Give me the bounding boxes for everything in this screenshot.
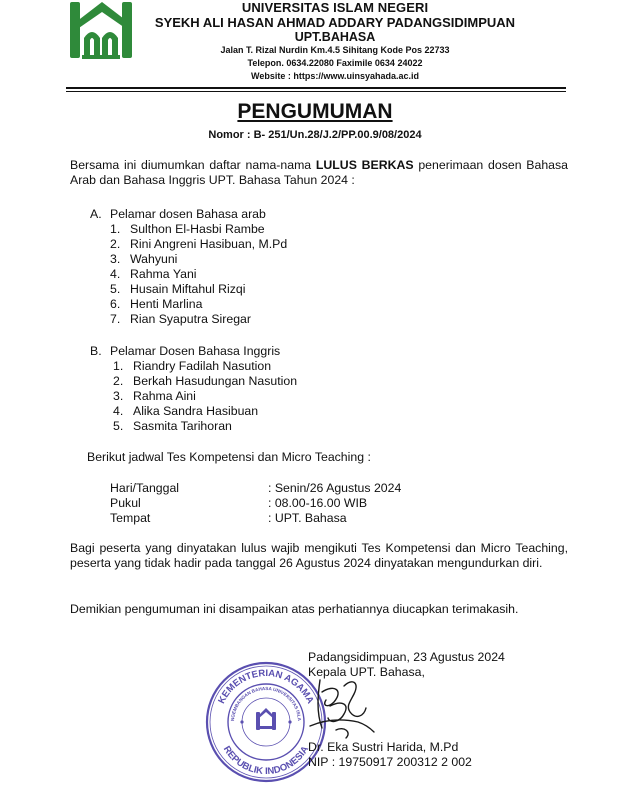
signatory-name: Dr. Eka Sustri Harida, M.Pd xyxy=(308,740,459,754)
list-item-number: 3. xyxy=(113,389,124,403)
place-date: Padangsidimpuan, 23 Agustus 2024 xyxy=(308,650,505,664)
list-item-name: Rini Angreni Hasibuan, M.Pd xyxy=(130,237,288,251)
intro-emphasis: LULUS BERKAS xyxy=(315,158,414,172)
intro-paragraph: Bersama ini diumumkan daftar nama-nama LULUS BERKAS penerimaan dosen Bahasa Arab dan Bahasa Inggris UPT. Bahasa Tahun 2024 : xyxy=(70,158,568,187)
svg-text:PUSAT PENGEMBANGAN BAHASA UNIV: NGEMBANGAN BAHASA UNIVERSITAS ISLA xyxy=(229,685,303,722)
schedule-value: : Senin/26 Agustus 2024 xyxy=(268,481,402,495)
list-item xyxy=(113,374,297,389)
list-item-number: 4. xyxy=(110,267,121,281)
handwritten-signature xyxy=(300,672,380,742)
list-item xyxy=(110,297,287,312)
list-item-name: Henti Marlina xyxy=(130,297,203,311)
notice-paragraph: Bagi peserta yang dinyatakan lulus wajib mengikuti Tes Kompetensi dan Micro Teaching, peserta yang tidak hadir pada tanggal 26 Agustus 2024 dinyatakan mengundurkan diri. xyxy=(70,541,568,570)
list-item xyxy=(110,267,287,282)
list-item-name: Riandry Fadilah Nasution xyxy=(133,359,272,373)
list-item xyxy=(113,389,297,404)
section-a-list xyxy=(110,222,287,327)
list-item-number: 2. xyxy=(113,374,124,388)
list-item-name: Rian Syaputra Siregar xyxy=(130,312,251,326)
list-item-number: 5. xyxy=(113,419,124,433)
list-item xyxy=(113,359,297,374)
section-b-heading: Pelamar Dosen Bahasa Inggris xyxy=(110,344,281,358)
list-item-number: 2. xyxy=(110,237,121,251)
list-item-name: Alika Sandra Hasibuan xyxy=(133,404,259,418)
list-item xyxy=(110,312,287,327)
address: Jalan T. Rizal Nurdin Km.4.5 Sihitang Kode Pos 22733 xyxy=(220,45,450,55)
list-item xyxy=(110,237,287,252)
list-item-name: Sulthon El-Hasbi Rambe xyxy=(130,222,265,236)
svg-text:REPUBLIK INDONESIA: REPUBLIK INDONESIA xyxy=(220,744,312,778)
institution-line-1: UNIVERSITAS ISLAM NEGERI xyxy=(241,0,429,15)
document-title: PENGUMUMAN xyxy=(237,100,393,123)
section-a-label: A. xyxy=(90,207,102,221)
list-item xyxy=(113,404,297,419)
header-rule-thin xyxy=(66,91,566,92)
list-item-number: 7. xyxy=(110,312,121,326)
list-item xyxy=(110,282,287,297)
schedule-label: Tempat xyxy=(110,511,151,525)
schedule-label: Pukul xyxy=(110,496,141,510)
schedule-value: : UPT. Bahasa xyxy=(268,511,347,525)
list-item xyxy=(110,222,287,237)
signatory-position: Kepala UPT. Bahasa, xyxy=(308,665,425,679)
section-b-label: B. xyxy=(90,344,102,358)
header-rule-thick xyxy=(66,87,566,89)
list-item-number: 1. xyxy=(110,222,121,236)
list-item-name: Berkah Hasudungan Nasution xyxy=(133,374,298,388)
list-item-name: Rahma Yani xyxy=(130,267,197,281)
signatory-nip: NIP : 19750917 200312 2 002 xyxy=(308,755,472,769)
list-item-number: 5. xyxy=(110,282,121,296)
unit-name: UPT.BAHASA xyxy=(294,30,376,44)
list-item-name: Husain Miftahul Rizqi xyxy=(130,282,246,296)
list-item-name: Rahma Aini xyxy=(133,389,196,403)
section-a-heading: Pelamar dosen Bahasa arab xyxy=(110,207,266,221)
list-item xyxy=(110,252,287,267)
website: Website : https://www.uinsyahada.ac.id xyxy=(250,71,420,81)
schedule-label: Hari/Tanggal xyxy=(110,481,180,495)
list-item-number: 6. xyxy=(110,297,121,311)
document-number: Nomor : B- 251/Un.28/J.2/PP.00.9/08/2024 xyxy=(208,129,422,141)
svg-text:KEMENTERIAN AGAMA: KEMENTERIAN AGAMA xyxy=(216,667,316,706)
closing-paragraph: Demikian pengumuman ini disampaikan atas perhatiannya diucapkan terimakasih. xyxy=(70,602,519,616)
list-item-number: 1. xyxy=(113,359,124,373)
schedule-value: : 08.00-16.00 WIB xyxy=(268,496,368,510)
phone-fax: Telepon. 0634.22080 Faximile 0634 24022 xyxy=(247,58,423,68)
section-b-list xyxy=(113,359,297,434)
list-item-name: Sasmita Tarihoran xyxy=(133,419,232,433)
institution-line-2: SYEKH ALI HASAN AHMAD ADDARY PADANGSIDIMPUAN xyxy=(154,15,516,30)
list-item-number: 4. xyxy=(113,404,124,418)
list-item xyxy=(113,419,297,434)
list-item-name: Wahyuni xyxy=(130,252,178,266)
list-item-number: 3. xyxy=(110,252,121,266)
schedule-intro: Berikut jadwal Tes Kompetensi dan Micro Teaching : xyxy=(87,450,371,464)
